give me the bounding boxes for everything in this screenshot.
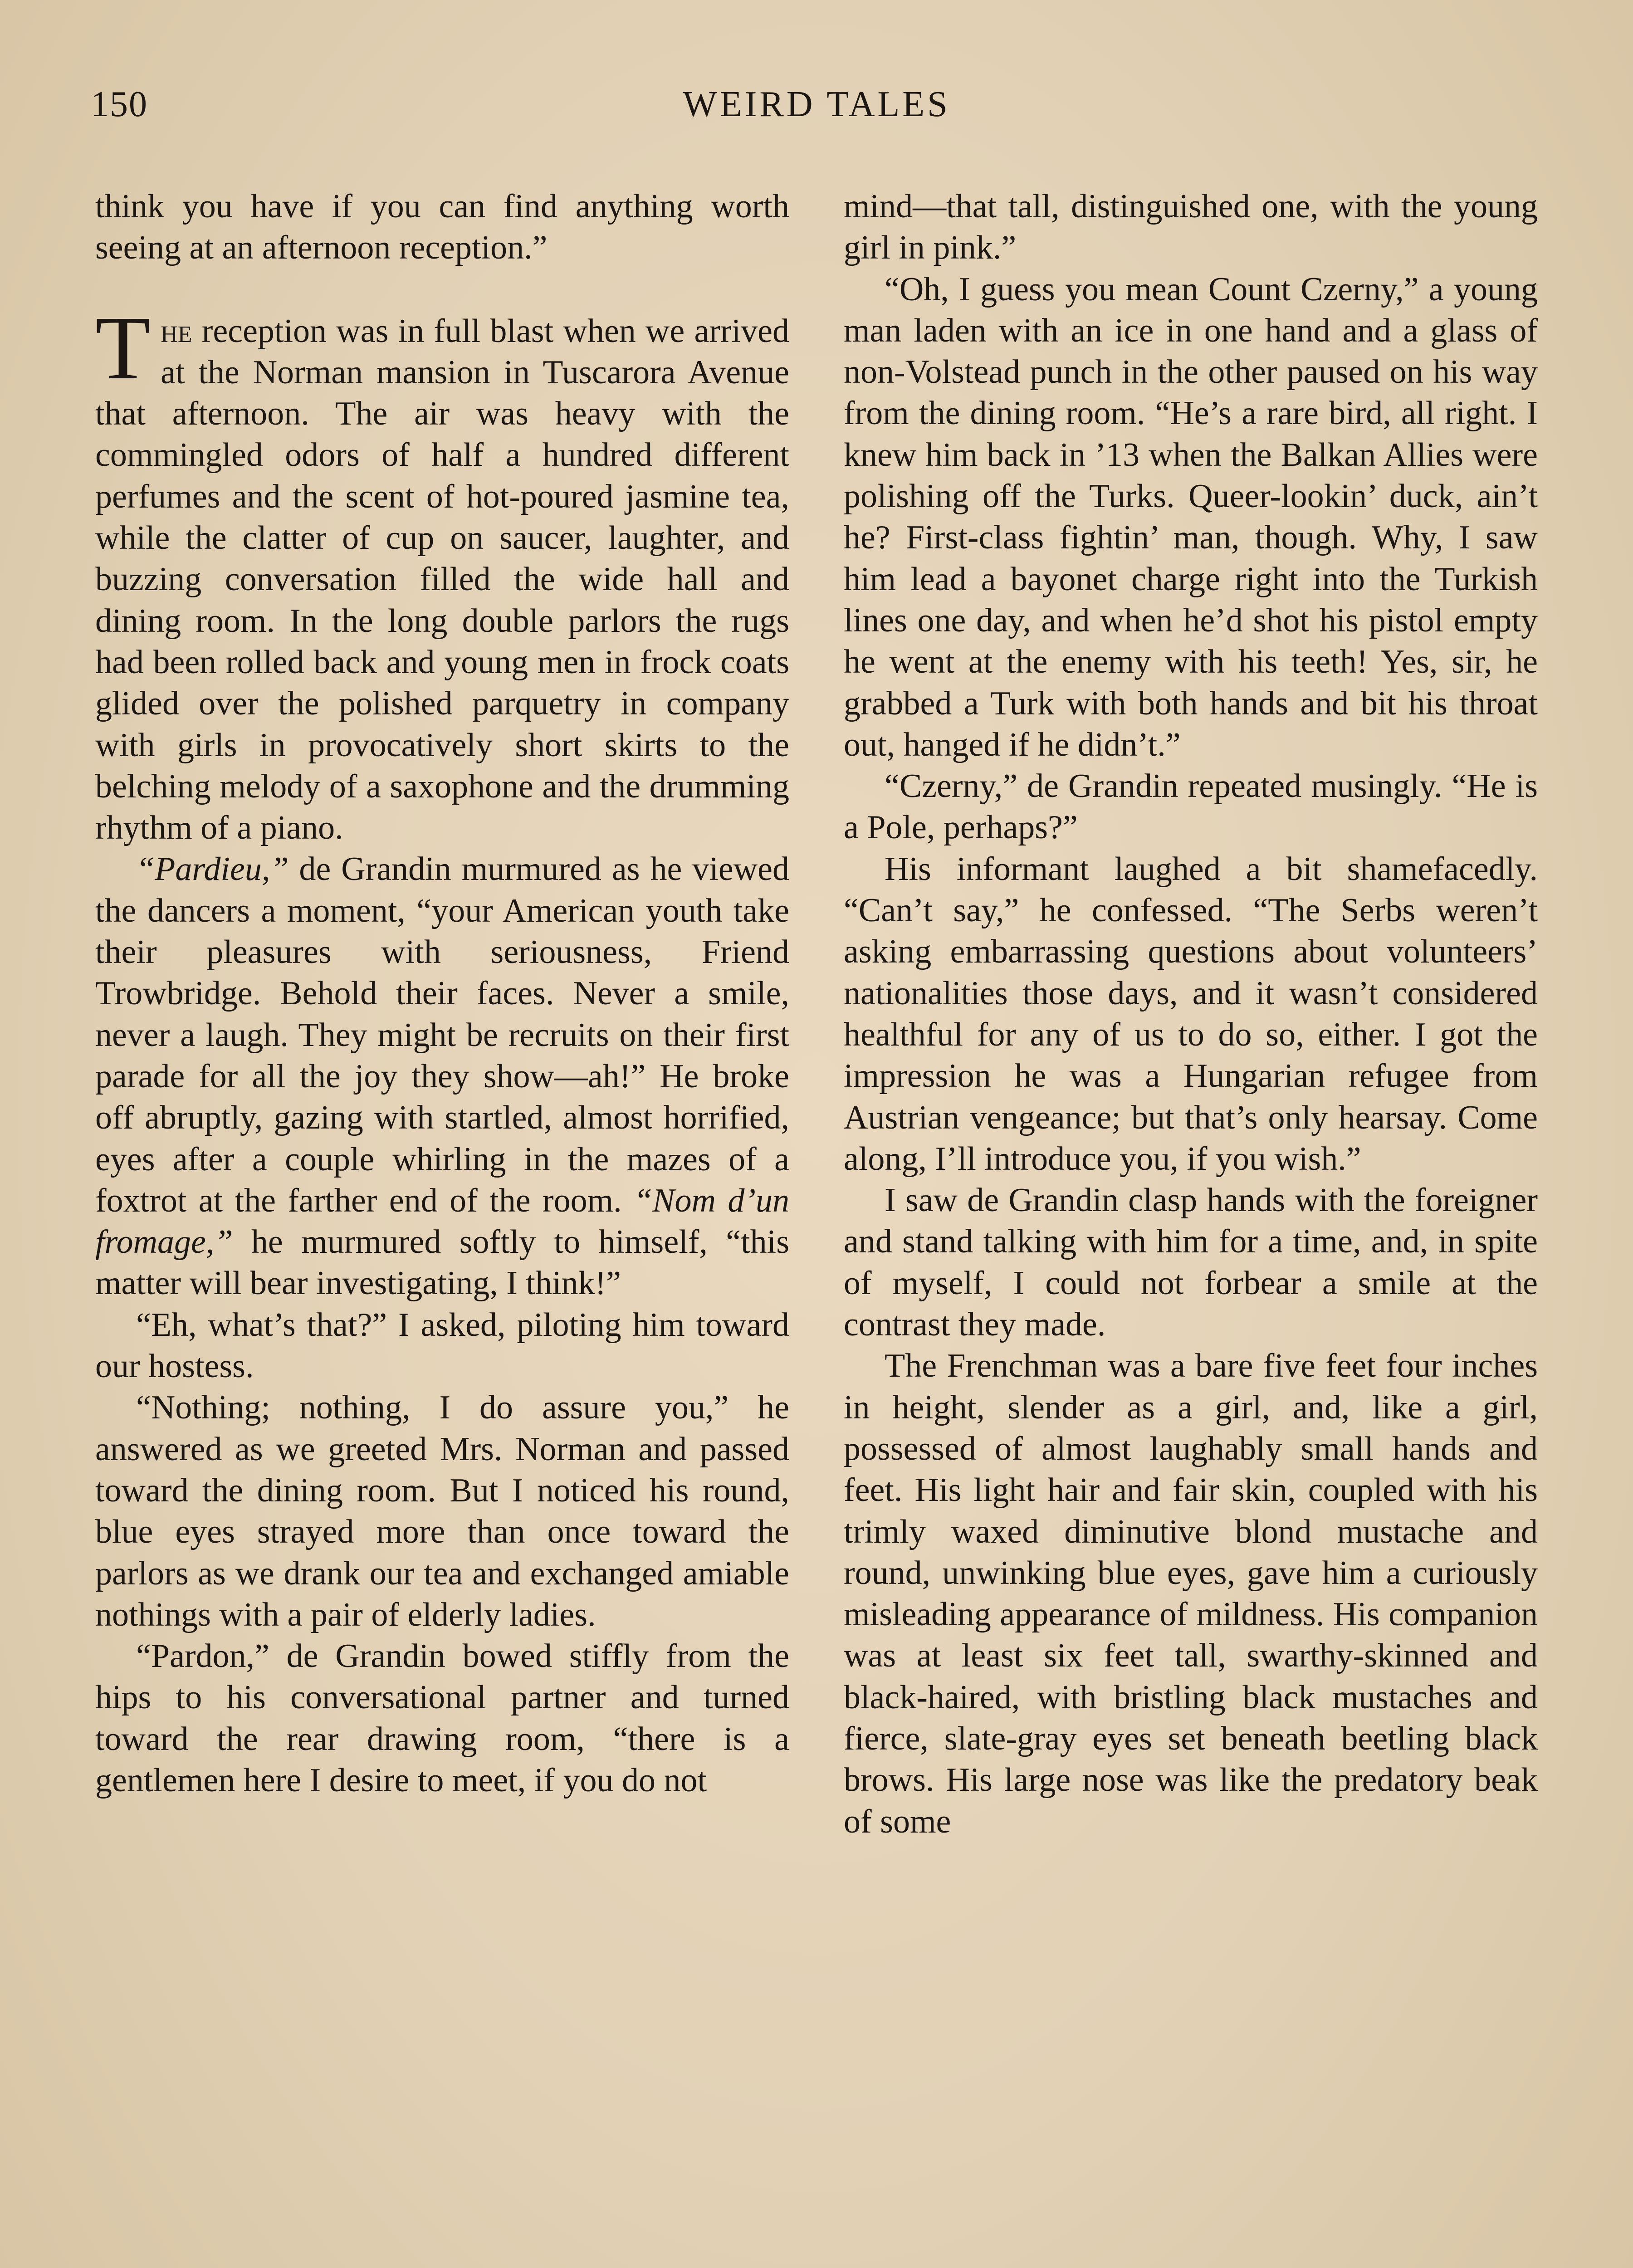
left-column <box>95 186 789 1801</box>
section-opening-paragraph <box>95 298 789 849</box>
paragraph: “Eh, what’s that?” I asked, piloting him toward our hostess. <box>95 1306 789 1385</box>
paragraph: “Pardon,” de Grandin bowed stiffly from the hips to his conversational partner and turned toward the rear drawing room, “there is a gentlemen here I desire to meet, if you do not <box>95 1637 789 1799</box>
small-caps-lead: he <box>161 312 192 350</box>
right-column <box>844 186 1538 1843</box>
paragraph-text: he murmured softly to himself, “this matter will bear investigating, I think!” <box>95 1223 789 1302</box>
running-head-title: WEIRD TALES <box>683 84 950 124</box>
paragraph: mind—that tall, distinguished one, with the young girl in pink.” <box>844 188 1538 267</box>
paragraph: “Czerny,” de Grandin repeated musingly. “He is a Pole, perhaps?” <box>844 767 1538 846</box>
page-number: 150 <box>91 84 148 124</box>
paragraph: “Oh, I guess you mean Count Czerny,” a young man laden with an ice in one hand and a glass of non-Volstead punch in the other paused on his way from the dining room. “He’s a rare bird, all right. I knew him back in ’13 when the Balkan Allies were polishing off the Turks. Queer-lookin’ duck, ain’t he? First-class fightin’ man, though. Why, I saw him lead a bayonet charge right into the Turkish lines one day, and when he’d shot his pistol empty he went at the enemy with his teeth! Yes, sir, he grabbed a Turk with both hands and bit his throat out, hanged if he didn’t.” <box>844 270 1538 763</box>
paragraph-text: reception was in full blast when we arrived at the Norman mansion in Tuscarora Avenue that afternoon. The air was heavy with the commingled odors of half a hundred different perfumes and the scent of hot-poured jasmine tea, while the clatter of cup on saucer, laughter, and buzzing conversation filled the wide hall and dining room. In the long double parlors the rugs had been rolled back and young men in frock coats glided over the polished parquetry in company with girls in provocatively short skirts to the belching melody of a saxophone and the drumming rhythm of a piano. <box>95 312 789 847</box>
italic-phrase: “Pardieu,” <box>136 850 289 888</box>
page-header <box>0 77 1633 132</box>
italic-phrase: “Nom d’un fromage,” <box>95 1182 789 1261</box>
paragraph: think you have if you can find anything worth seeing at an afternoon reception.” <box>95 188 789 267</box>
paragraph <box>95 849 789 1304</box>
paragraph-text: de Grandin murmured as he viewed the dancers a moment, “your American youth take their pleasures with seriousness, Friend Trowbridge. Behold their faces. Never a smile, never a laugh. They might be recruits on their first parade for all the joy they show—ah!” He broke off abruptly, gazing with startled, almost horrified, eyes after a couple whirling in the mazes of a foxtrot at the farther end of the room. <box>95 850 789 1219</box>
paragraph: I saw de Grandin clasp hands with the foreigner and stand talking with him for a time, and, in spite of myself, I could not forbear a smile at the contrast they made. <box>844 1182 1538 1344</box>
paragraph: His informant laughed a bit shamefacedly. “Can’t say,” he confessed. “The Serbs weren’t asking embarrassing questions about volunteers’ nationalities those days, and it wasn’t considered healthful for any of us to do so, either. I got the impression he was a Hungarian refugee from Austrian vengeance; but that’s only hearsay. Come along, I’ll introduce you, if you wish.” <box>844 850 1538 1178</box>
paragraph: The Frenchman was a bare five feet four inches in height, slender as a girl, and, like a girl, possessed of almost laughably small hands and feet. His light hair and fair skin, coupled with his trimly waxed diminutive blond mustache and round, unwinking blue eyes, gave him a curiously misleading appearance of mildness. His companion was at least six feet tall, swarthy-skinned and black-haired, with bristling black mustaches and fierce, slate-gray eyes set beneath beetling black brows. His large nose was like the predatory beak of some <box>844 1347 1538 1840</box>
drop-cap: T <box>95 298 151 398</box>
paragraph: “Nothing; nothing, I do assure you,” he answered as we greeted Mrs. Norman and passed toward the dining room. But I noticed his round, blue eyes strayed more than once toward the parlors as we drank our tea and exchanged amiable nothings with a pair of elderly ladies. <box>95 1389 789 1633</box>
